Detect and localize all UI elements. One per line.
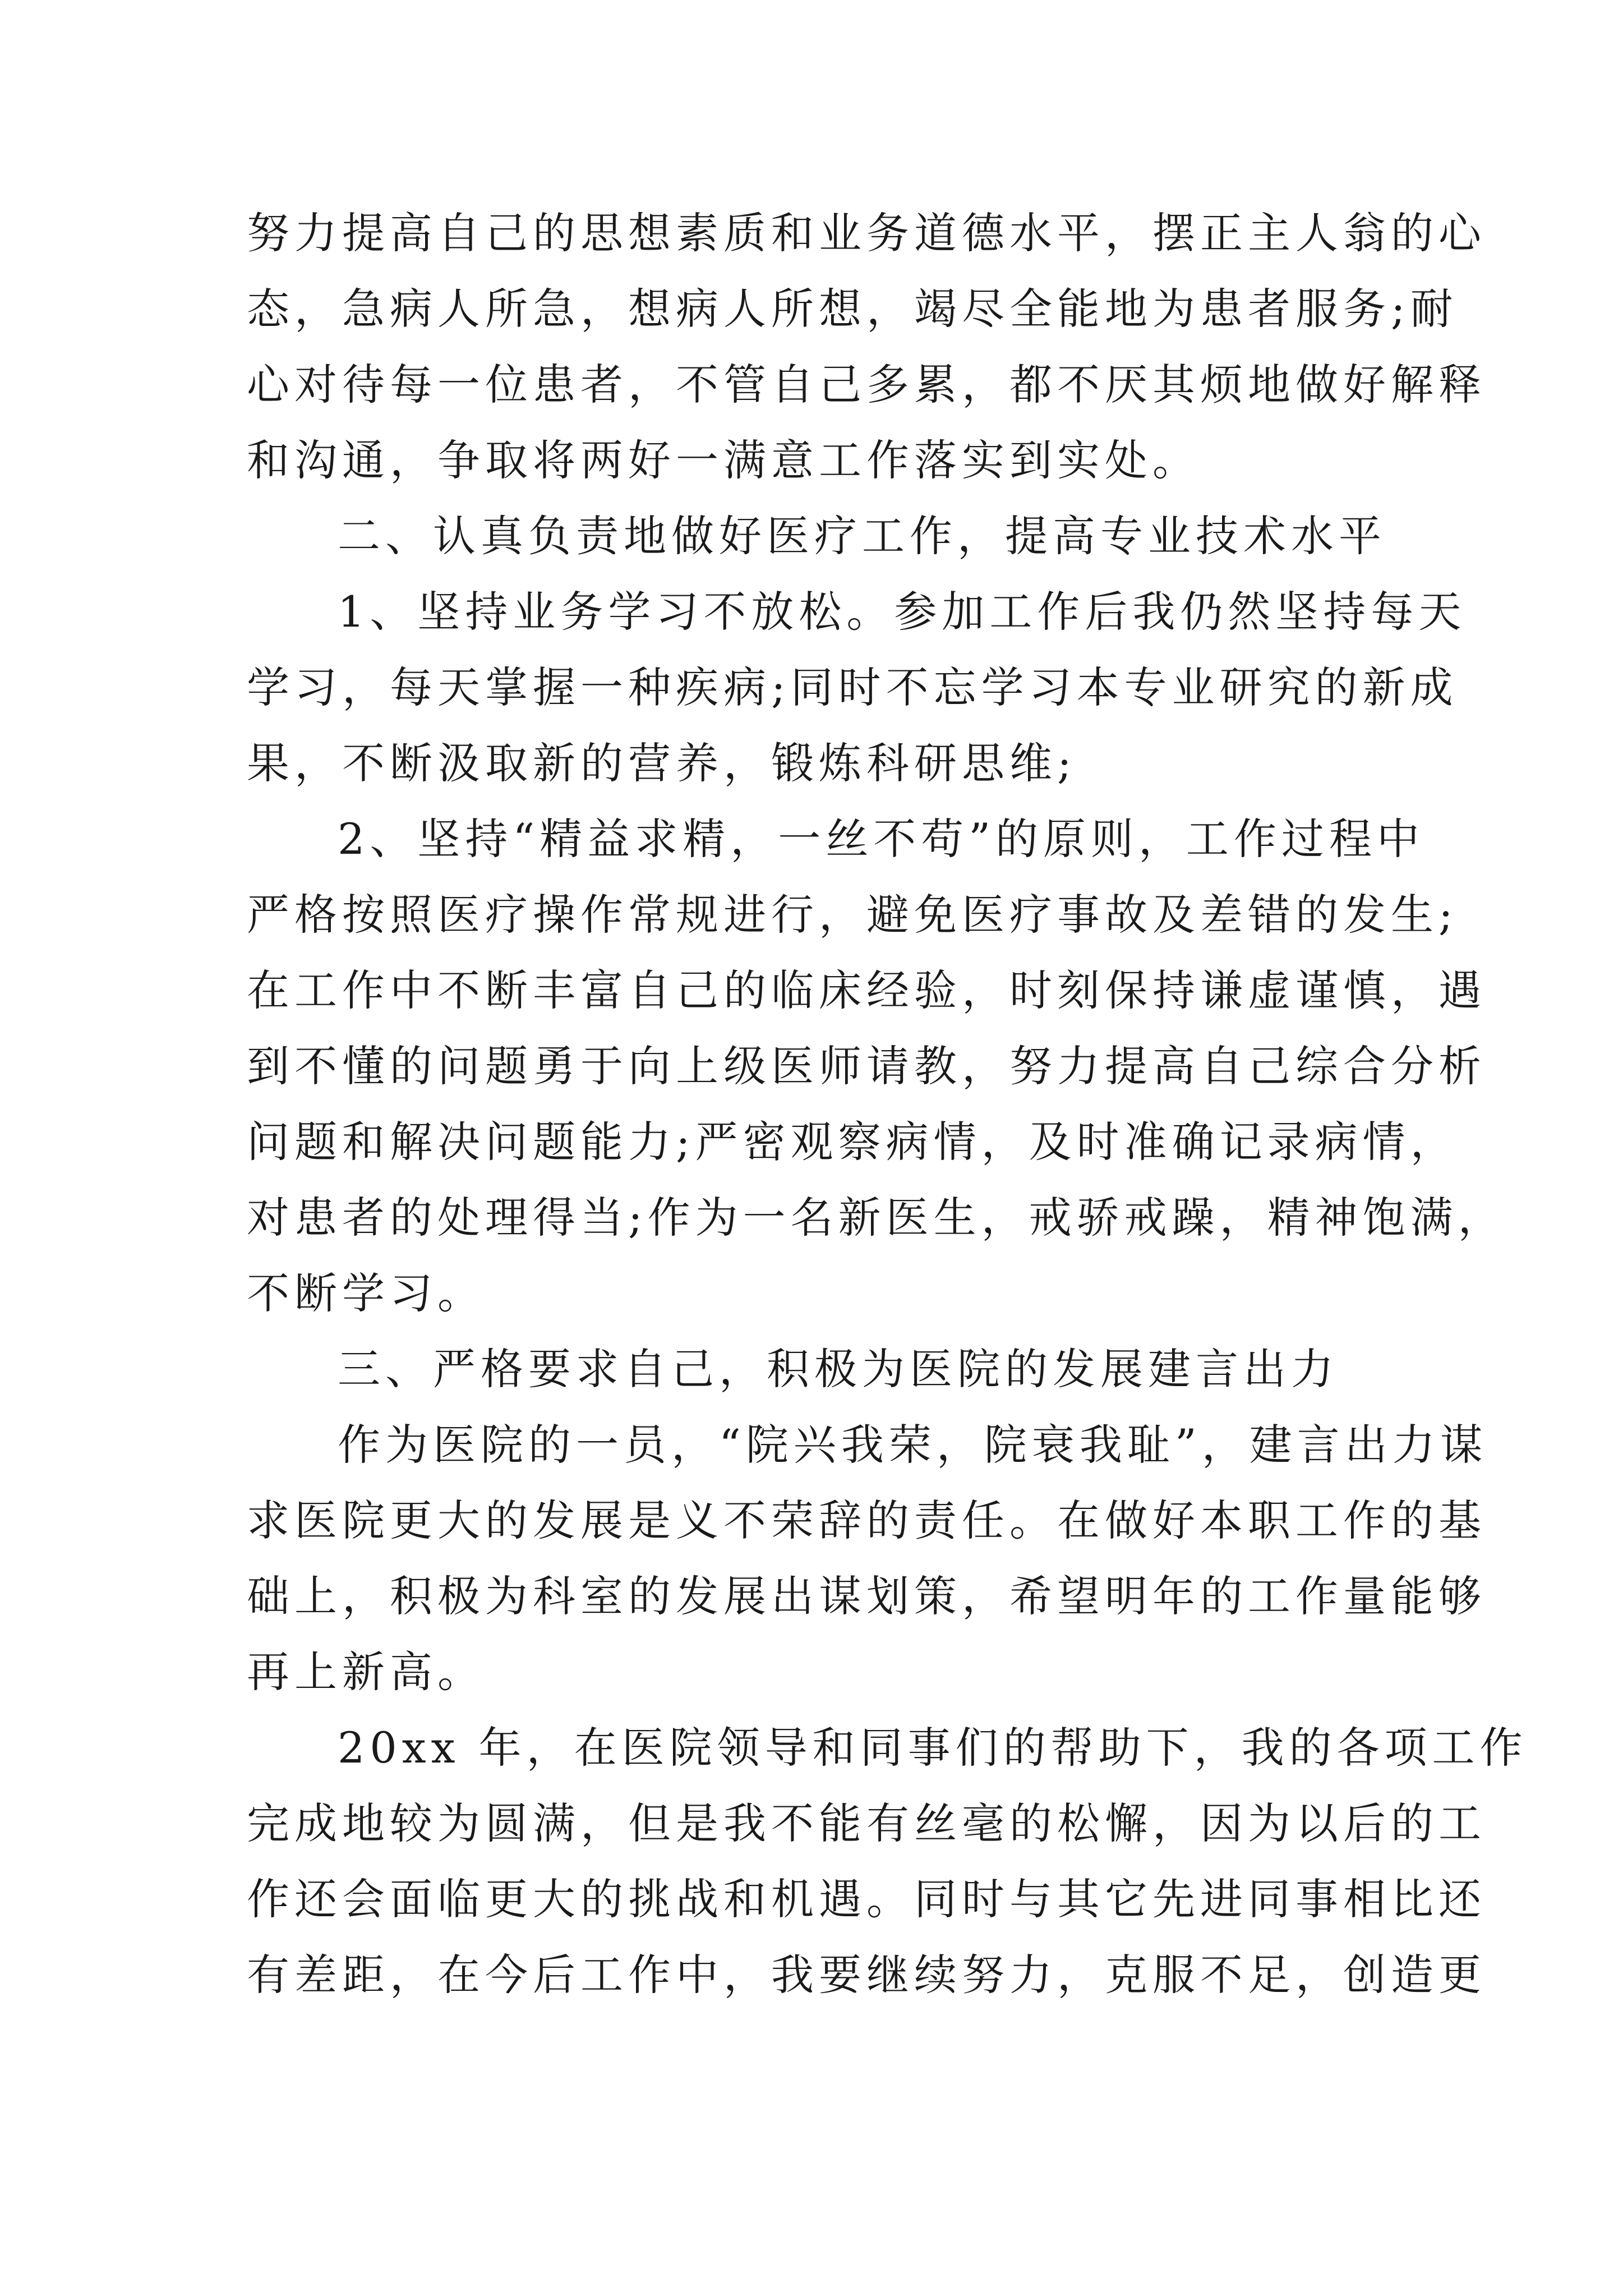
text-line: 求医院更大的发展是义不荣辞的责任。在做好本职工作的基: [247, 1496, 1486, 1545]
text-line: 到不懂的问题勇于向上级医师请教，努力提高自己综合分析: [247, 1041, 1486, 1091]
text-line: 作为医院的一员，“院兴我荣，院衰我耻”，建言出力谋: [338, 1420, 1488, 1470]
text-line: 和沟通，争取将两好一满意工作落实到实处。: [247, 435, 1200, 485]
text-line: 对患者的处理得当;作为一名新医生，戒骄戒躁，精神饱满，: [247, 1193, 1506, 1243]
text-line: 问题和解决问题能力;严密观察病情，及时准确记录病情，: [247, 1117, 1458, 1167]
text-line: 有差距，在今后工作中，我要继续努力，克服不足，创造更: [247, 1950, 1486, 2000]
text-line: 果，不断汲取新的营养，锻炼科研思维;: [247, 738, 1077, 788]
text-line: 学习，每天掌握一种疾病;同时不忘学习本专业研究的新成: [247, 662, 1458, 712]
text-line: 1、坚持业务学习不放松。参加工作后我仍然坚持每天: [338, 587, 1467, 637]
text-line: 再上新高。: [247, 1647, 485, 1697]
section-heading: 二、认真负责地做好医疗工作，提高专业技术水平: [338, 511, 1386, 561]
text-line: 不断学习。: [247, 1268, 485, 1318]
text-line: 严格按照医疗操作常规进行，避免医疗事故及差错的发生;: [247, 890, 1458, 940]
text-line: 完成地较为圆满，但是我不能有丝毫的松懈，因为以后的工: [247, 1798, 1486, 1848]
text-line: 20xx 年，在医院领导和同事们的帮助下，我的各项工作: [338, 1723, 1528, 1773]
text-line: 努力提高自己的思想素质和业务道德水平，摆正主人翁的心: [247, 208, 1486, 258]
text-line: 在工作中不断丰富自己的临床经验，时刻保持谦虚谨慎，遇: [247, 965, 1486, 1015]
text-line: 态，急病人所急，想病人所想，竭尽全能地为患者服务;耐: [247, 284, 1458, 334]
text-line: 础上，积极为科室的发展出谋划策，希望明年的工作量能够: [247, 1571, 1486, 1621]
text-line: 心对待每一位患者，不管自己多累，都不厌其烦地做好解释: [247, 360, 1486, 409]
section-heading: 三、严格要求自己，积极为医院的发展建言出力: [338, 1344, 1339, 1394]
text-line: 2、坚持“精益求精，一丝不苟”的原则，工作过程中: [338, 814, 1425, 864]
text-line: 作还会面临更大的挑战和机遇。同时与其它先进同事相比还: [247, 1874, 1486, 1924]
document-body: [247, 195, 1528, 2013]
